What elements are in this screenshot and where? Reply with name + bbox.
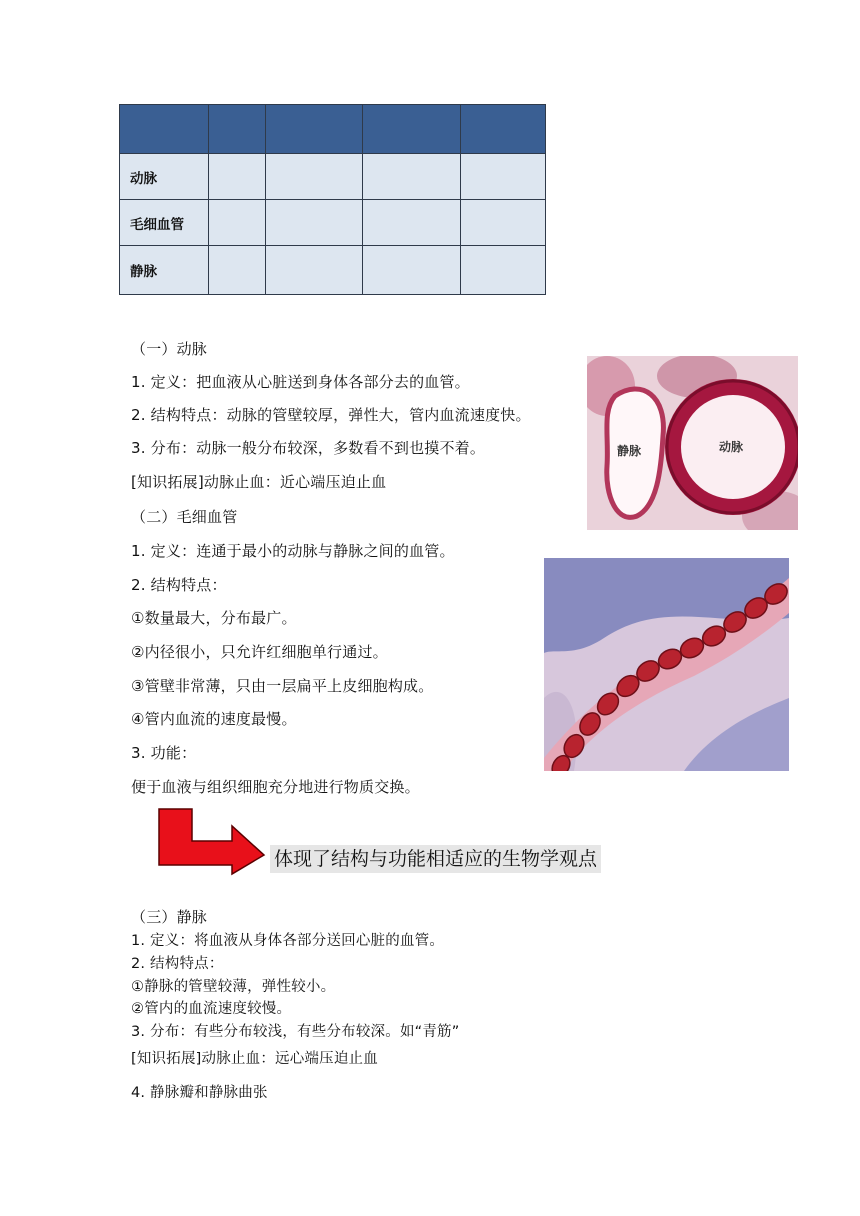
red-arrow-icon: [156, 807, 268, 881]
callout-text: 体现了结构与功能相适应的生物学观点: [270, 845, 601, 873]
vein-line: ①静脉的管壁较薄，弹性较小。: [131, 979, 336, 995]
table-header-cell: [363, 105, 461, 154]
table-cell: [209, 246, 266, 295]
capillary-line: 3. 功能：: [131, 744, 197, 762]
capillary-line: 1. 定义：连通于最小的动脉与静脉之间的血管。: [131, 542, 455, 560]
table-cell: [266, 154, 363, 200]
table-row: [120, 200, 546, 246]
capillary-line: ③管壁非常薄，只由一层扁平上皮细胞构成。: [131, 677, 434, 695]
vein-line: 1. 定义：将血液从身体各部分送回心脏的血管。: [131, 933, 445, 949]
artery-line: 3. 分布：动脉一般分布较深，多数看不到也摸不着。: [131, 439, 486, 457]
artery-line: [知识拓展]动脉止血：近心端压迫止血: [131, 473, 387, 491]
capillary-micrograph-image: [544, 558, 789, 771]
capillary-line: ①数量最大，分布最广。: [131, 609, 297, 627]
capillary-line: 便于血液与组织细胞充分地进行物质交换。: [131, 778, 420, 796]
table-cell: [363, 154, 461, 200]
vein-line: 4. 静脉瓣和静脉曲张: [131, 1085, 268, 1101]
table-cell: [266, 200, 363, 246]
table-cell: [461, 246, 546, 295]
vein-line: ②管内的血流速度较慢。: [131, 1001, 292, 1017]
vein-line: 3. 分布：有些分布较浅，有些分布较深。如“青筋”: [131, 1024, 460, 1040]
table-cell: [363, 200, 461, 246]
table-row: [120, 246, 546, 295]
table-cell: [461, 154, 546, 200]
vessel-cross-section-image: [587, 356, 798, 530]
vein-line: 2. 结构特点：: [131, 956, 224, 972]
table-cell: [461, 200, 546, 246]
artery-line: 1. 定义：把血液从心脏送到身体各部分去的血管。: [131, 373, 470, 391]
capillary-line: ④管内血流的速度最慢。: [131, 710, 297, 728]
table-row: [120, 154, 546, 200]
comparison-table: [119, 104, 546, 295]
artery-line: 2. 结构特点：动脉的管壁较厚，弹性大，管内血流速度快。: [131, 406, 531, 424]
row-label: 动脉: [120, 154, 209, 200]
table-cell: [209, 154, 266, 200]
table-header-cell: [461, 105, 546, 154]
capillary-line: 2. 结构特点：: [131, 576, 227, 594]
row-label: 静脉: [120, 246, 209, 295]
table-header-cell: [120, 105, 209, 154]
section-heading-capillary: （二）毛细血管: [131, 508, 238, 526]
section-heading-artery: （一）动脉: [131, 340, 208, 358]
table-header-cell: [266, 105, 363, 154]
table-cell: [363, 246, 461, 295]
artery-label: 动脉: [719, 440, 744, 454]
section-heading-vein: （三）静脉: [131, 908, 208, 926]
table-header-cell: [209, 105, 266, 154]
table-header-row: [120, 105, 546, 154]
vein-label: 静脉: [617, 444, 642, 458]
capillary-line: ②内径很小，只允许红细胞单行通过。: [131, 643, 388, 661]
table-cell: [266, 246, 363, 295]
table-cell: [209, 200, 266, 246]
row-label: 毛细血管: [120, 200, 209, 246]
vein-line: [知识拓展]动脉止血：远心端压迫止血: [131, 1051, 378, 1067]
